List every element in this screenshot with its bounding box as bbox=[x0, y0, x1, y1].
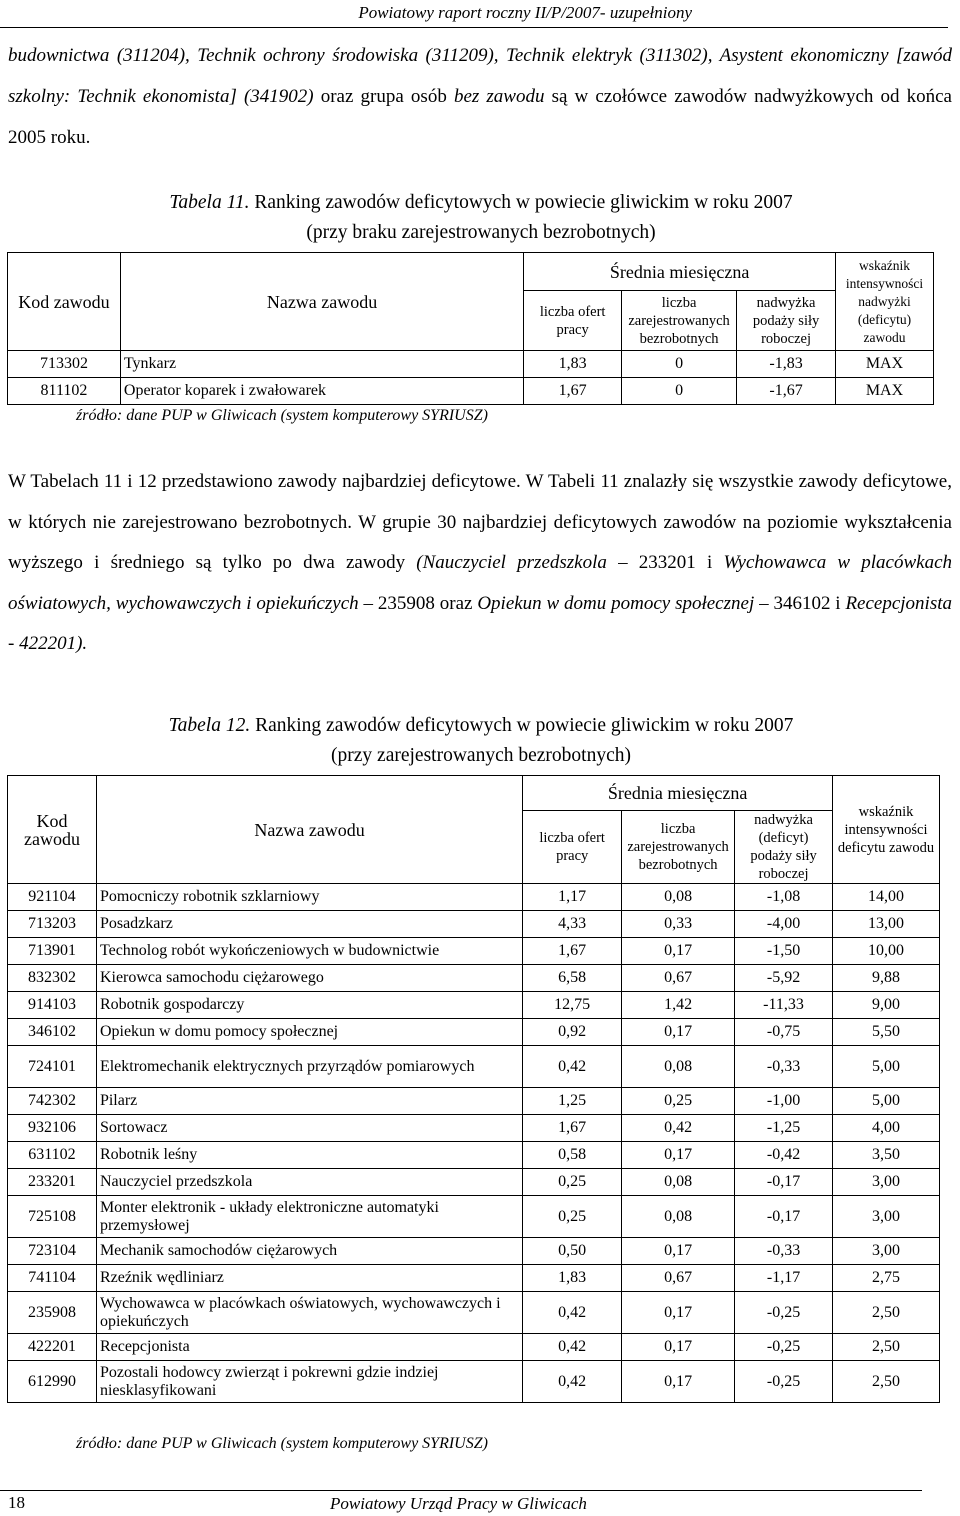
cell-oferty: 1,67 bbox=[523, 1115, 622, 1142]
table12-header-nazwa: Nazwa zawodu bbox=[96, 776, 522, 884]
table11-header-oferty: liczba ofert pracy bbox=[524, 291, 622, 351]
cell-nazwa: Monter elektronik - układy elektroniczne automatyki przemysłowej bbox=[96, 1196, 522, 1238]
intro-paragraph bbox=[8, 35, 952, 158]
para2-text-2: (Nauczyciel przedszkola bbox=[416, 552, 607, 573]
cell-bezrobotni: 0,08 bbox=[622, 1196, 735, 1238]
cell-nazwa: Technolog robót wykończeniowych w budownictwie bbox=[96, 938, 522, 965]
cell-wskaznik: 2,75 bbox=[833, 1265, 940, 1292]
cell-bezrobotni: 0,67 bbox=[622, 965, 735, 992]
cell-kod: 713901 bbox=[8, 938, 97, 965]
cell-kod: 832302 bbox=[8, 965, 97, 992]
table12-caption-subtitle: (przy zarejestrowanych bezrobotnych) bbox=[331, 745, 631, 766]
cell-nazwa: Pomocniczy robotnik szklarniowy bbox=[96, 884, 522, 911]
table11-caption bbox=[96, 188, 866, 248]
cell-nazwa: Tynkarz bbox=[120, 351, 523, 378]
table12-caption-title: Ranking zawodów deficytowych w powiecie gliwickim w roku 2007 bbox=[250, 715, 794, 736]
cell-bezrobotni: 1,42 bbox=[622, 992, 735, 1019]
intro-part2: oraz grupa osób bbox=[313, 86, 454, 107]
table11-caption-subtitle: (przy braku zarejestrowanych bezrobotnych) bbox=[306, 222, 656, 243]
cell-wskaznik: 9,00 bbox=[833, 992, 940, 1019]
header-rule bbox=[0, 27, 948, 28]
cell-wskaznik: MAX bbox=[836, 351, 934, 378]
cell-kod: 422201 bbox=[8, 1334, 97, 1361]
cell-kod: 233201 bbox=[8, 1169, 97, 1196]
cell-wskaznik: 5,50 bbox=[833, 1019, 940, 1046]
table-row bbox=[8, 1088, 940, 1115]
cell-nazwa: Pilarz bbox=[96, 1088, 522, 1115]
cell-nazwa: Elektromechanik elektrycznych przyrządów pomiarowych bbox=[96, 1046, 522, 1088]
cell-bezrobotni: 0,33 bbox=[622, 911, 735, 938]
cell-kod: 921104 bbox=[8, 884, 97, 911]
cell-bezrobotni: 0,08 bbox=[622, 1169, 735, 1196]
table12-source: źródło: dane PUP w Gliwicach (system komputerowy SYRIUSZ) bbox=[76, 1435, 488, 1452]
cell-nazwa: Sortowacz bbox=[96, 1115, 522, 1142]
cell-kod: 741104 bbox=[8, 1265, 97, 1292]
cell-nadwyzka: -0,17 bbox=[735, 1169, 833, 1196]
table-row bbox=[8, 1196, 940, 1238]
cell-bezrobotni: 0 bbox=[622, 378, 737, 405]
cell-kod: 713302 bbox=[8, 351, 121, 378]
cell-bezrobotni: 0,42 bbox=[622, 1115, 735, 1142]
cell-kod: 742302 bbox=[8, 1088, 97, 1115]
cell-oferty: 12,75 bbox=[523, 992, 622, 1019]
para2-text-1: W Tabelach 11 i 12 przedstawiono zawody najbardziej deficytowe. W Tabeli 11 znalazły się wszystkie zawody deficytowe, w których nie zarejestrowano bezrobotnych. W grupie 30 najbardziej deficytowych zawodów na poziomie wykształcenia wyższego i średniego są tylko po dwa zawody bbox=[8, 471, 952, 573]
cell-oferty: 1,67 bbox=[523, 938, 622, 965]
cell-nadwyzka: -1,25 bbox=[735, 1115, 833, 1142]
table-row bbox=[8, 1265, 940, 1292]
table-row bbox=[8, 1238, 940, 1265]
table-row bbox=[8, 1334, 940, 1361]
table11 bbox=[7, 252, 934, 405]
cell-nazwa: Mechanik samochodów ciężarowych bbox=[96, 1238, 522, 1265]
table-row bbox=[8, 1361, 940, 1403]
table-row bbox=[8, 1115, 940, 1142]
cell-nadwyzka: -0,42 bbox=[735, 1142, 833, 1169]
cell-oferty: 0,92 bbox=[523, 1019, 622, 1046]
table12-header-kod: Kod zawodu bbox=[8, 776, 97, 884]
para2-text-7: – 346102 i bbox=[754, 592, 846, 614]
cell-wskaznik: 5,00 bbox=[833, 1088, 940, 1115]
table11-header-bezrobotni: liczba zarejestrowanych bezrobotnych bbox=[622, 291, 737, 351]
cell-bezrobotni: 0,17 bbox=[622, 938, 735, 965]
cell-kod: 631102 bbox=[8, 1142, 97, 1169]
cell-oferty: 0,42 bbox=[523, 1334, 622, 1361]
intro-part1: budownictwa (311204), Technik ochrony środowiska (311209), Technik elektryk (311302), Asystent ekonomiczny [zawód szkolny: Technik ekonomista] (341902) bbox=[8, 45, 952, 107]
cell-wskaznik: 2,50 bbox=[833, 1334, 940, 1361]
cell-bezrobotni: 0,17 bbox=[622, 1292, 735, 1334]
table11-caption-title: Ranking zawodów deficytowych w powiecie gliwickim w roku 2007 bbox=[249, 192, 793, 213]
table-row bbox=[8, 884, 940, 911]
table11-source: źródło: dane PUP w Gliwicach (system komputerowy SYRIUSZ) bbox=[76, 407, 488, 424]
cell-kod: 724101 bbox=[8, 1046, 97, 1088]
cell-oferty: 0,42 bbox=[523, 1361, 622, 1403]
footer-text: Powiatowy Urząd Pracy w Gliwicach bbox=[330, 1494, 587, 1513]
cell-nadwyzka: -0,75 bbox=[735, 1019, 833, 1046]
cell-kod: 932106 bbox=[8, 1115, 97, 1142]
table12-header-wskaznik: wskaźnik intensywności deficytu zawodu bbox=[833, 776, 940, 884]
cell-bezrobotni: 0,17 bbox=[622, 1361, 735, 1403]
cell-oferty: 1,83 bbox=[523, 1265, 622, 1292]
table-row bbox=[8, 1142, 940, 1169]
table11-header-nazwa: Nazwa zawodu bbox=[120, 253, 523, 351]
cell-nadwyzka: -1,50 bbox=[735, 938, 833, 965]
cell-oferty: 1,25 bbox=[523, 1088, 622, 1115]
cell-kod: 346102 bbox=[8, 1019, 97, 1046]
cell-nadwyzka: -1,08 bbox=[735, 884, 833, 911]
cell-bezrobotni: 0,17 bbox=[622, 1019, 735, 1046]
cell-oferty: 0,50 bbox=[523, 1238, 622, 1265]
cell-nadwyzka: -4,00 bbox=[735, 911, 833, 938]
table-row bbox=[8, 938, 940, 965]
cell-nazwa: Wychowawca w placówkach oświatowych, wychowawczych i opiekuńczych bbox=[96, 1292, 522, 1334]
cell-oferty: 0,25 bbox=[523, 1196, 622, 1238]
cell-bezrobotni: 0 bbox=[622, 351, 737, 378]
cell-oferty: 1,83 bbox=[524, 351, 622, 378]
cell-kod: 914103 bbox=[8, 992, 97, 1019]
cell-wskaznik: 3,00 bbox=[833, 1196, 940, 1238]
cell-nadwyzka: -5,92 bbox=[735, 965, 833, 992]
table12-header-oferty: liczba ofert pracy bbox=[523, 811, 622, 884]
table11-header-nadwyzka: nadwyżka podaży siły roboczej bbox=[737, 291, 836, 351]
cell-nazwa: Rzeźnik wędliniarz bbox=[96, 1265, 522, 1292]
cell-nadwyzka: -1,00 bbox=[735, 1088, 833, 1115]
cell-oferty: 1,17 bbox=[523, 884, 622, 911]
table12 bbox=[7, 775, 940, 1403]
table11-header-srednia: Średnia miesięczna bbox=[524, 253, 836, 291]
cell-nadwyzka: -0,33 bbox=[735, 1238, 833, 1265]
para2-text-8: Recepcjonista - 422201). bbox=[8, 592, 953, 654]
cell-bezrobotni: 0,17 bbox=[622, 1142, 735, 1169]
table12-header-srednia: Średnia miesięczna bbox=[523, 776, 833, 811]
cell-nazwa: Opiekun w domu pomocy społecznej bbox=[96, 1019, 522, 1046]
table12-header-bezrobotni: liczba zarejestrowanych bezrobotnych bbox=[622, 811, 735, 884]
table11-header-kod: Kod zawodu bbox=[8, 253, 121, 351]
cell-kod: 725108 bbox=[8, 1196, 97, 1238]
table-row bbox=[8, 1169, 940, 1196]
cell-wskaznik: 3,50 bbox=[833, 1142, 940, 1169]
intro-part4: są w czołówce zawodów nadwyżkowych od końca 2005 roku. bbox=[8, 86, 952, 148]
table-row bbox=[8, 1019, 940, 1046]
cell-kod: 811102 bbox=[8, 378, 121, 405]
table12-caption-label: Tabela 12. bbox=[168, 715, 251, 736]
table-row bbox=[8, 1046, 940, 1088]
cell-wskaznik: 2,50 bbox=[833, 1292, 940, 1334]
cell-nadwyzka: -11,33 bbox=[735, 992, 833, 1019]
cell-wskaznik: 14,00 bbox=[833, 884, 940, 911]
cell-oferty: 1,67 bbox=[524, 378, 622, 405]
table-row bbox=[8, 911, 940, 938]
cell-kod: 723104 bbox=[8, 1238, 97, 1265]
cell-nazwa: Robotnik gospodarczy bbox=[96, 992, 522, 1019]
footer-rule bbox=[0, 1490, 922, 1491]
cell-bezrobotni: 0,17 bbox=[622, 1334, 735, 1361]
cell-wskaznik: 9,88 bbox=[833, 965, 940, 992]
cell-wskaznik: 3,00 bbox=[833, 1169, 940, 1196]
table-row bbox=[8, 351, 934, 378]
cell-bezrobotni: 0,67 bbox=[622, 1265, 735, 1292]
para2-text-5: – 235908 oraz bbox=[358, 592, 478, 614]
cell-nazwa: Operator koparek i zwałowarek bbox=[120, 378, 523, 405]
cell-nazwa: Nauczyciel przedszkola bbox=[96, 1169, 522, 1196]
table11-caption-label: Tabela 11. bbox=[169, 192, 250, 213]
body-paragraph bbox=[8, 462, 952, 665]
para2-text-3: – 233201 i bbox=[606, 552, 724, 573]
cell-oferty: 4,33 bbox=[523, 911, 622, 938]
cell-oferty: 0,25 bbox=[523, 1169, 622, 1196]
cell-wskaznik: 10,00 bbox=[833, 938, 940, 965]
cell-wskaznik: 13,00 bbox=[833, 911, 940, 938]
cell-bezrobotni: 0,08 bbox=[622, 1046, 735, 1088]
table-row bbox=[8, 992, 940, 1019]
para2-text-4: Wychowawca w placówkach oświatowych, wychowawczych i opiekuńczych bbox=[8, 552, 953, 614]
cell-nadwyzka: -1,67 bbox=[737, 378, 836, 405]
cell-bezrobotni: 0,17 bbox=[622, 1238, 735, 1265]
cell-nazwa: Pozostali hodowcy zwierząt i pokrewni gdzie indziej niesklasyfikowani bbox=[96, 1361, 522, 1403]
cell-nazwa: Recepcjonista bbox=[96, 1334, 522, 1361]
table-row bbox=[8, 965, 940, 992]
cell-nazwa: Posadzkarz bbox=[96, 911, 522, 938]
cell-kod: 713203 bbox=[8, 911, 97, 938]
para2-text-6: Opiekun w domu pomocy społecznej bbox=[477, 592, 755, 614]
cell-wskaznik: MAX bbox=[836, 378, 934, 405]
cell-nadwyzka: -0,17 bbox=[735, 1196, 833, 1238]
table12-header-nadwyzka: nadwyżka (deficyt) podaży siły roboczej bbox=[735, 811, 833, 884]
cell-bezrobotni: 0,25 bbox=[622, 1088, 735, 1115]
cell-oferty: 0,58 bbox=[523, 1142, 622, 1169]
table-row bbox=[8, 378, 934, 405]
cell-bezrobotni: 0,08 bbox=[622, 884, 735, 911]
cell-wskaznik: 5,00 bbox=[833, 1046, 940, 1088]
cell-nadwyzka: -0,25 bbox=[735, 1361, 833, 1403]
cell-nadwyzka: -1,17 bbox=[735, 1265, 833, 1292]
intro-part3: bez zawodu bbox=[453, 86, 545, 107]
table11-header-wskaznik: wskaźnik intensywności nadwyżki (deficytu) zawodu bbox=[836, 253, 934, 351]
cell-nadwyzka: -0,33 bbox=[735, 1046, 833, 1088]
running-header: Powiatowy raport roczny II/P/2007- uzupełniony bbox=[358, 3, 692, 22]
cell-nazwa: Robotnik leśny bbox=[96, 1142, 522, 1169]
cell-nazwa: Kierowca samochodu ciężarowego bbox=[96, 965, 522, 992]
cell-oferty: 0,42 bbox=[523, 1292, 622, 1334]
cell-oferty: 0,42 bbox=[523, 1046, 622, 1088]
cell-wskaznik: 4,00 bbox=[833, 1115, 940, 1142]
cell-kod: 235908 bbox=[8, 1292, 97, 1334]
page-number: 18 bbox=[8, 1493, 25, 1512]
cell-nadwyzka: -1,83 bbox=[737, 351, 836, 378]
cell-kod: 612990 bbox=[8, 1361, 97, 1403]
cell-nadwyzka: -0,25 bbox=[735, 1334, 833, 1361]
cell-wskaznik: 2,50 bbox=[833, 1361, 940, 1403]
cell-wskaznik: 3,00 bbox=[833, 1238, 940, 1265]
table-row bbox=[8, 1292, 940, 1334]
cell-nadwyzka: -0,25 bbox=[735, 1292, 833, 1334]
table12-caption bbox=[96, 711, 866, 771]
cell-oferty: 6,58 bbox=[523, 965, 622, 992]
